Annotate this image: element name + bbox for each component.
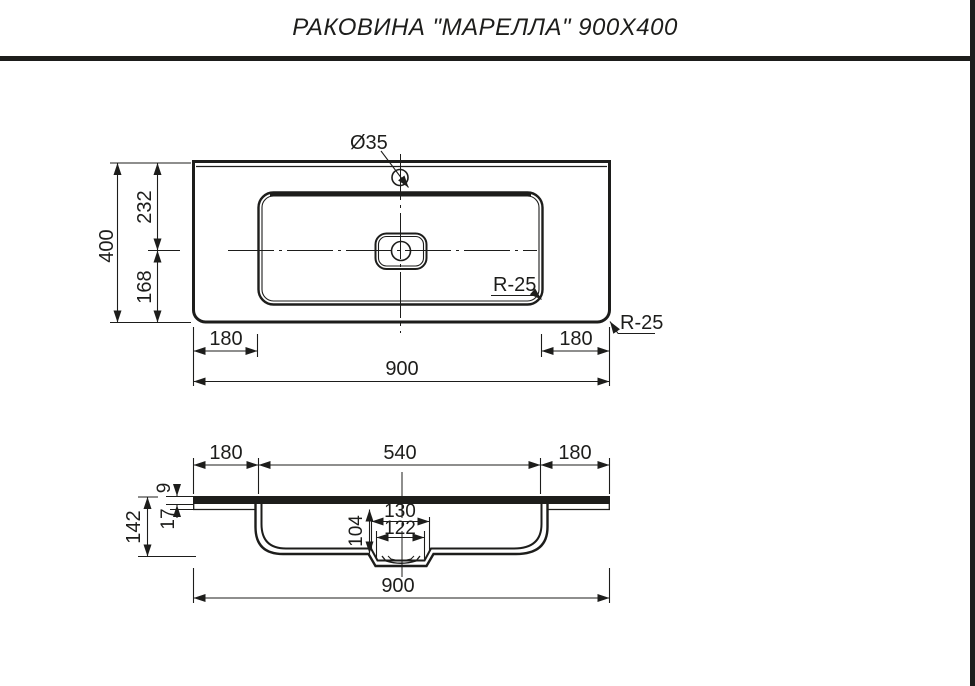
dim-label-overall-width: 900 [385, 358, 419, 380]
dim-label-overall-depth: 400 [96, 229, 118, 263]
dim-label-side-left: 180 [209, 328, 243, 350]
dim-label-section-right: 180 [558, 442, 592, 464]
dim-label-depth-rear: 232 [134, 190, 156, 224]
dim-label-side-right: 180 [559, 328, 593, 350]
dim-label-basin-depth: 104 [346, 515, 367, 547]
dim-label-drain-inner: 122 [384, 518, 416, 539]
outer-radius-label: R-25 [620, 312, 664, 334]
dim-label-top-thickness: 9 [154, 482, 175, 494]
dim-label-rim-height: 17 [158, 508, 179, 530]
section-view [123, 442, 610, 603]
drawing-title: РАКОВИНА "МАРЕЛЛА" 900X400 [292, 13, 678, 41]
dim-label-depth-front: 168 [134, 270, 156, 304]
faucet-hole-label: Ø35 [350, 132, 388, 154]
dim-label-overall-height: 142 [123, 510, 145, 544]
dim-label-drain-recess: 130 [384, 501, 416, 522]
dim-label-section-overall-width: 900 [381, 575, 415, 597]
top-view [96, 132, 663, 386]
dim-label-basin-width: 540 [383, 442, 417, 464]
faucet-leader-line [381, 151, 409, 188]
outer-radius-leader [610, 322, 618, 334]
basin-radius-label: R-25 [493, 274, 537, 296]
dim-label-section-left: 180 [209, 442, 243, 464]
